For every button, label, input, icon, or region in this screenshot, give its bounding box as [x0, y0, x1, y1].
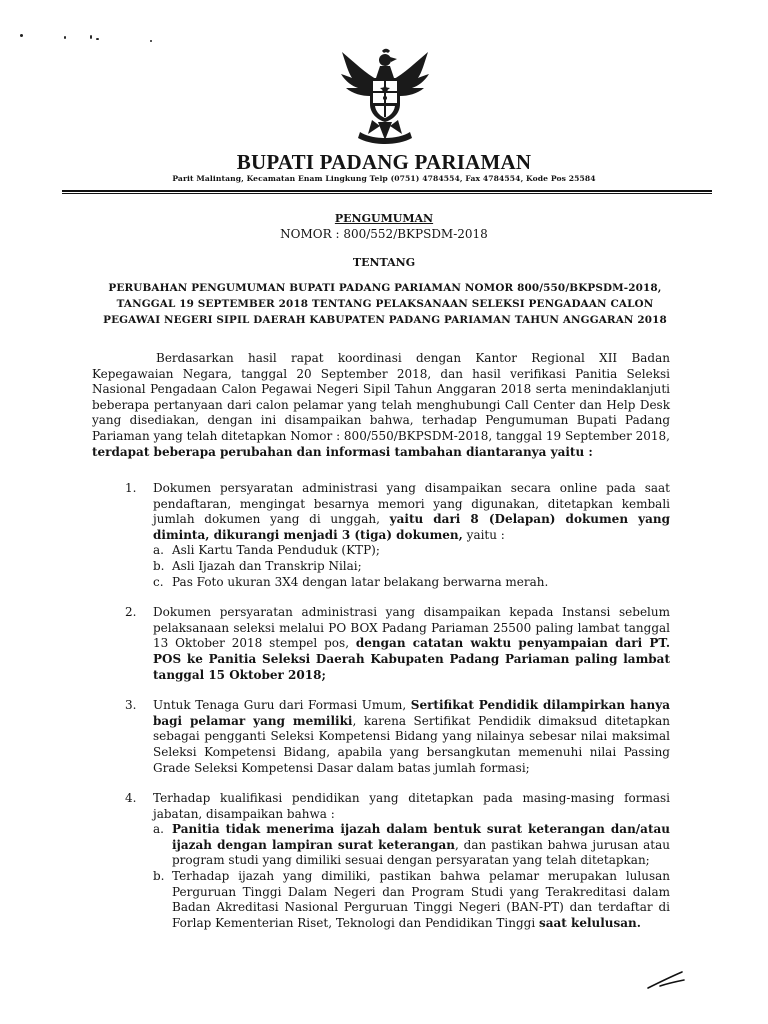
list-item-2 — [92, 605, 670, 683]
sub-text: Asli Kartu Tanda Penduduk (KTP); — [172, 543, 380, 558]
list-number: 4. — [125, 791, 137, 806]
sub-text: , dan pastikan bahwa jurusan atau program studi yang dimiliki sesuai dengan persyaratan yang telah ditetapkan; — [172, 837, 670, 868]
sub-item — [153, 559, 670, 575]
list-item-1 — [92, 481, 670, 590]
sub-item — [153, 543, 670, 559]
sub-item — [153, 575, 670, 591]
list-item-4 — [92, 791, 670, 931]
item-text: Dokumen persyaratan administrasi yang disampaikan secara online pada saat pendaftaran, mengingat besarnya memori yang digunakan, ditetapkan kembali jumlah dokumen yang di unggah, — [153, 481, 670, 527]
garuda-emblem-icon — [338, 48, 432, 148]
numbered-list — [92, 481, 670, 946]
sub-letter: b. — [153, 558, 165, 573]
letterhead-title: BUPATI PADANG PARIAMAN — [236, 150, 532, 174]
sub-item — [153, 822, 670, 869]
document-subject: PERUBAHAN PENGUMUMAN BUPATI PADANG PARIAMAN NOMOR 800/550/BKPSDM-2018, TANGGAL 19 SEPTEMBER 2018 TENTANG PELAKSANAAN SELEKSI PENGADAAN CALON PEGAWAI NEGERI SIPIL DAERAH KABUPATEN PADANG PARIAMAN TAHUN ANGGARAN 2018 — [103, 282, 667, 326]
sub-item — [153, 869, 670, 931]
sub-letter: c. — [153, 574, 164, 589]
item-text: Untuk Tenaga Guru dari Formasi Umum, — [153, 698, 411, 713]
letterhead-divider-thin — [62, 193, 712, 194]
item-bold: dengan catatan waktu penyampaian dari PT. POS ke Panitia Seleksi Daerah Kabupaten Padang Pariaman paling lambat tanggal 15 Oktober 2018; — [153, 636, 670, 682]
sub-text: Pas Foto ukuran 3X4 dengan latar belakang berwarna merah. — [172, 574, 549, 589]
list-item-text — [153, 481, 670, 543]
letterhead-divider — [62, 190, 712, 192]
scan-specks — [20, 28, 180, 48]
list-item-3 — [92, 698, 670, 776]
list-item-text — [153, 698, 670, 776]
intro-paragraph — [92, 351, 670, 460]
paraf-mark-icon — [646, 968, 686, 992]
item-bold: yaitu dari 8 (Delapan) dokumen yang diminta, dikurangi menjadi 3 (tiga) dokumen, — [153, 512, 670, 542]
document-type: PENGUMUMAN — [334, 212, 434, 225]
list-number: 2. — [125, 605, 137, 620]
sub-bold: Panitia tidak menerima ijazah dalam bentuk surat keterangan dan/atau ijazah dengan lampiran surat keterangan — [172, 822, 670, 852]
intro-bold: terdapat beberapa perubahan dan informasi tambahan diantaranya yaitu : — [92, 444, 593, 459]
item-tail: , karena Sertifikat Pendidik dimaksud ditetapkan sebagai pengganti Seleksi Kompetensi Bidang yang nilainya sebesar nilai maksimal Seleksi Kompetensi Bidang, apabila yang bersangkutan memenuhi nilai Passing Grade Seleksi Kompetensi Dasar dalam batas jumlah formasi; — [153, 713, 670, 775]
list-item-text: Terhadap kualifikasi pendidikan yang ditetapkan pada masing-masing formasi jabatan, disampaikan bahwa : — [153, 791, 670, 821]
sub-letter: b. — [153, 869, 165, 884]
letterhead-address: Parit Malintang, Kecamatan Enam Lingkung Telp (0751) 4784554, Fax 4784554, Kode Pos 25584 — [172, 174, 596, 183]
intro-text: Berdasarkan hasil rapat koordinasi dengan Kantor Regional XII Badan Kepegawaian Negara, tanggal 20 September 2018, dan hasil verifikasi Panitia Seleksi Nasional Pengadaan Calon Pegawai Negeri Sipil Tahun Anggaran 2018 serta menindaklanjuti beberapa pertanyaan dari calon pelamar yang telah menghubungi Call Center dan Help Desk yang disediakan, dengan ini disampaikan bahwa, terhadap Pengumuman Bupati Padang Pariaman yang telah ditetapkan Nomor : 800/550/BKPSDM-2018, tanggal 19 September 2018, — [92, 351, 670, 443]
item-text: Dokumen persyaratan administrasi yang disampaikan kepada Instansi sebelum pelaksanaan seleksi melalui PO BOX Padang Pariaman 25500 paling lambat tanggal 13 Oktober 2018 stempel pos, — [153, 605, 670, 651]
sub-bold: saat kelulusan. — [538, 915, 641, 930]
sub-text: Asli Ijazah dan Transkrip Nilai; — [172, 558, 362, 573]
about-label: TENTANG — [352, 256, 416, 269]
sub-letter: a. — [153, 543, 164, 558]
list-number: 1. — [125, 481, 137, 495]
list-number: 3. — [125, 698, 137, 713]
sub-letter: a. — [153, 822, 164, 837]
sub-text: Terhadap ijazah yang dimiliki, pastikan bahwa pelamar merupakan lulusan Perguruan Tinggi Dalam Negeri dan Program Studi yang Terakreditasi dalam Badan Akreditasi Nasional Perguruan Tinggi Negeri (BAN-PT) dan terdaftar di Forlap Kementerian Riset, Teknologi dan Pendidikan Tinggi — [172, 869, 670, 930]
item-bold: Sertifikat Pendidik dilampirkan hanya bagi pelamar yang memiliki — [153, 698, 670, 728]
list-item-text — [153, 605, 670, 683]
item-tail: yaitu : — [462, 527, 505, 542]
document-number: NOMOR : 800/552/BKPSDM-2018 — [280, 227, 488, 241]
